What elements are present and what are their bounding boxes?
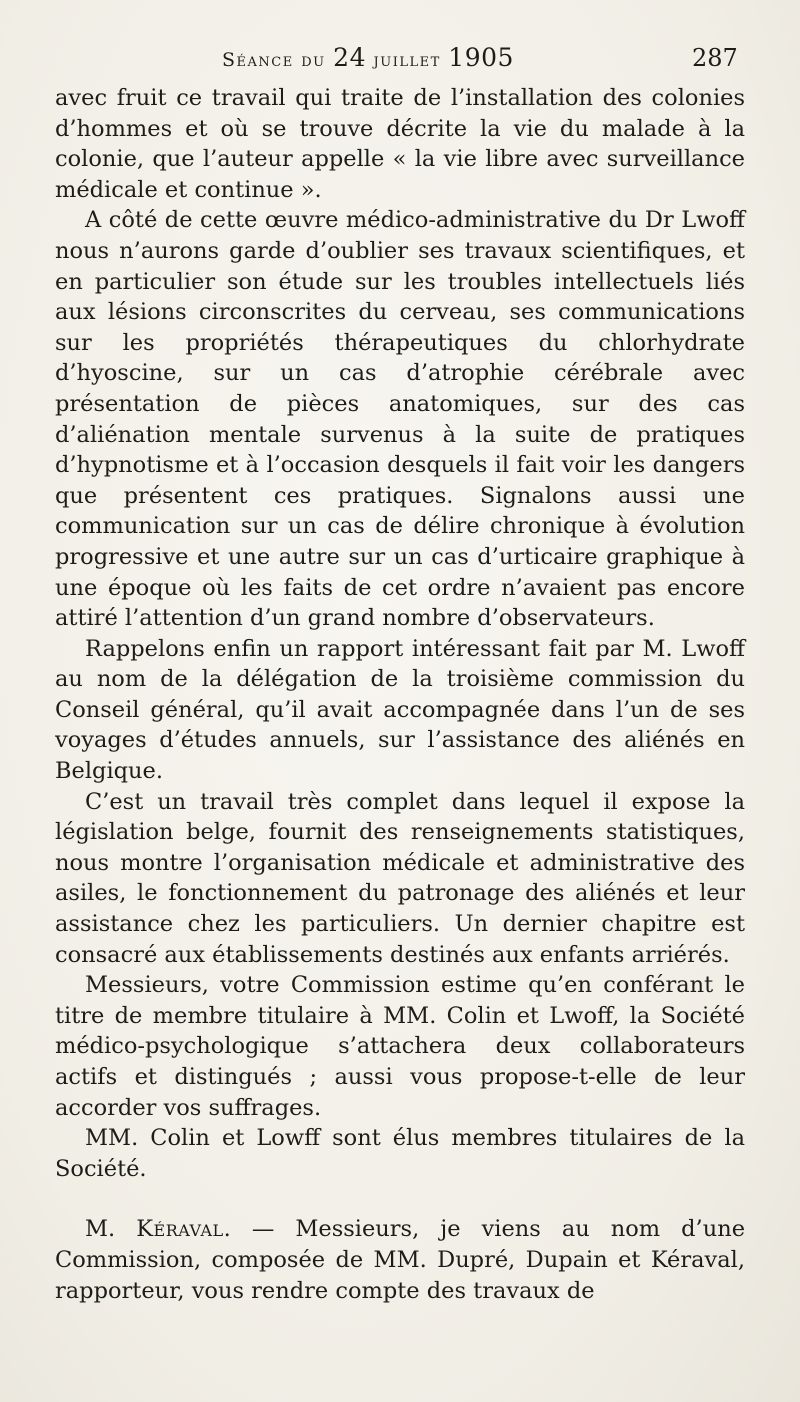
- speaker-prefix: M.: [85, 1216, 137, 1243]
- paragraph-2: A côté de cette œuvre médico-administrative du Dr Lwoff nous n’aurons garde d’oublier ses travaux scientifiques, et en particulier son étude sur les troubles intellectuels liés aux lésions circonscrites du cerveau, ses communications sur les propriétés thérapeutiques du chlorhydrate d’hyoscine, sur un cas d’atrophie cérébrale avec présentation de pièces anatomiques, sur des cas d’aliénation mentale survenus à la suite de pratiques d’hypnotisme et à l’occasion desquels il fait voir les dangers que présentent ces pratiques. Signalons aussi une communication sur un cas de délire chronique à évolution progressive et une autre sur un cas d’urticaire graphique à une époque où les faits de cet ordre n’avaient pas encore attiré l’attention d’un grand nombre d’observateurs.: [55, 207, 745, 632]
- speaker-name: Kéraval: [136, 1216, 224, 1243]
- body-text: [55, 83, 745, 1306]
- running-title-month: juillet: [365, 49, 449, 71]
- running-title-year: 1905: [448, 43, 514, 72]
- running-title: [222, 38, 514, 80]
- speaker-text: . — Messieurs, je viens au nom d’une Commission, composée de MM. Dupré, Dupain et Kéraval, rapporteur, vous rendre compte des travaux de: [55, 1216, 746, 1304]
- paragraph-1: avec fruit ce travail qui traite de l’installation des colonies d’hommes et où se trouve décrite la vie du malade à la colonie, que l’auteur appelle « la vie libre avec surveillance médicale et continue ».: [55, 85, 745, 203]
- paragraph-3: Rappelons enfin un rapport intéressant fait par M. Lwoff au nom de la délégation de la troisième commission du Conseil général, qu’il avait accompagnée dans l’un de ses voyages d’études annuels, sur l’assistance des aliénés en Belgique.: [55, 635, 745, 785]
- running-title-pre: Séance du: [222, 49, 334, 71]
- paragraph-5: Messieurs, votre Commission estime qu’en conférant le titre de membre titulaire à MM. Colin et Lwoff, la Société médico-psychologique s’attachera deux collaborateurs actifs et distingués ; aussi vous propose-t-elle de leur accorder vos suffrages.: [55, 972, 745, 1121]
- running-title-date: 24: [333, 43, 366, 72]
- paragraph-7: [55, 1214, 745, 1306]
- paragraph-6: MM. Colin et Lowff sont élus membres titulaires de la Société.: [55, 1125, 745, 1182]
- page-number: 287: [692, 44, 738, 72]
- running-head: [0, 38, 800, 78]
- paragraph-4: C’est un travail très complet dans lequel il expose la législation belge, fournit des renseignements statistiques, nous montre l’organisation médicale et administrative des asiles, le fonctionnement du patronage des aliénés et leur assistance chez les particuliers. Un dernier chapitre est consacré aux établissements destinés aux enfants arriérés.: [55, 788, 745, 968]
